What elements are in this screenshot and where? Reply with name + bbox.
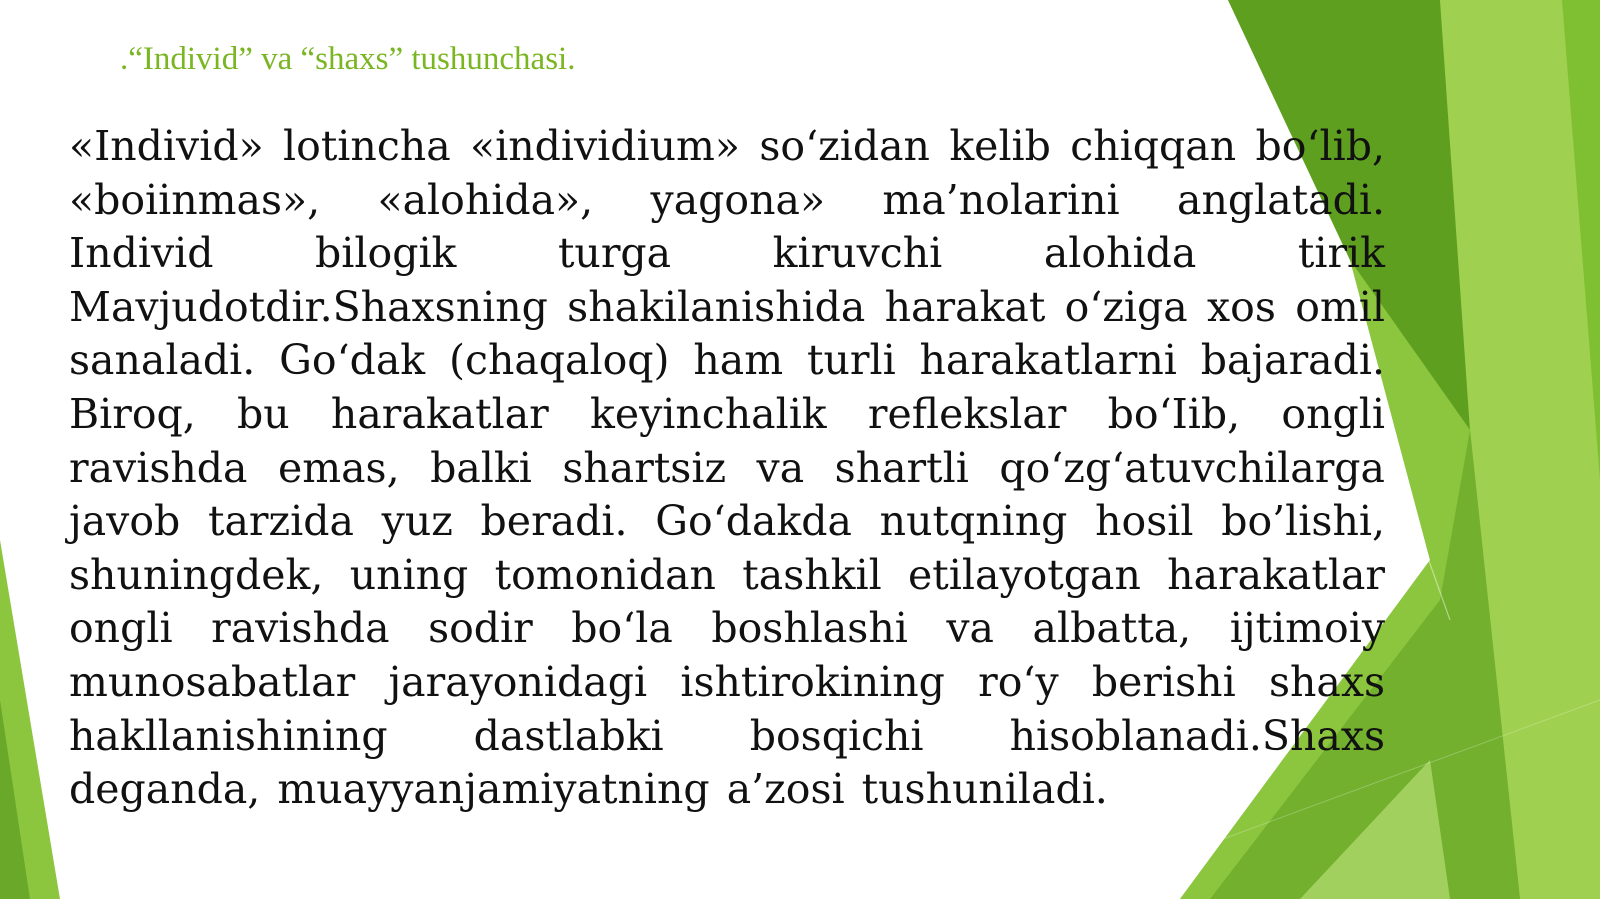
slide-title: .“Individ” va “shaxs” tushunchasi. bbox=[120, 41, 576, 77]
slide-body-text: «Individ» lotincha «individium» so‘zidan kelib chiqqan bo‘lib, «boiinmas», «alohida», yagona» ma’nolarini anglatadi. Individ bilogik turga kiruvchi alohida tirik Mavjudotdir.Shaxsning shakilanishida harakat o‘ziga xos omil sanaladi. Go‘dak (chaqaloq) ham turli harakatlarni bajaradi. Biroq, bu harakatlar keyinchalik reflekslar bo‘Iib, ongli ravishda emas, balki shartsiz va shartli qo‘zg‘atuvchilarga javob tarzida yuz beradi. Go‘dakda nutqning hosil bo’lishi, shuningdek, uning tomonidan tashkil etilayotgan harakatlar ongli ravishda sodir bo‘la boshlashi va albatta, ijtimoiy munosabatlar jarayonidagi ishtirokining ro‘y berishi shaxs hakllanishining dastlabki bosqichi hisoblanadi.Shaxs deganda, muayyanjamiyatning a’zosi tushuniladi. bbox=[69, 122, 1385, 814]
